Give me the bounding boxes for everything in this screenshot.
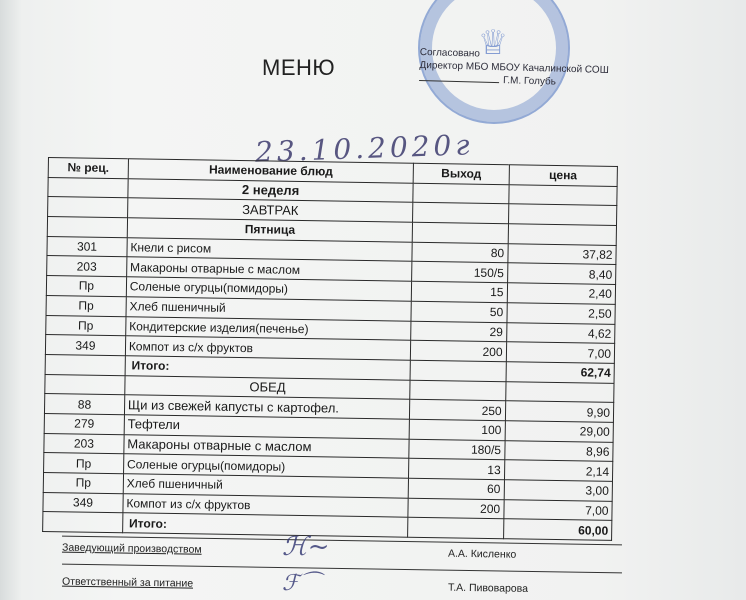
table-row: 203 Макароны отварные с маслом 180/5 8,96 bbox=[44, 433, 613, 462]
production-signature-icon: ℋ~ bbox=[282, 532, 330, 562]
table-row: 203 Макароны отварные с маслом 150/5 8,40 bbox=[47, 256, 616, 285]
lunch-total-value: 60,00 bbox=[503, 519, 612, 540]
week-label: 2 неделя bbox=[128, 178, 414, 202]
table-row: 349 Компот из с/х фруктов 200 7,00 bbox=[43, 492, 612, 521]
table-row: Пр Соленые огурцы(помидоры) 15 2,40 bbox=[46, 276, 615, 305]
approval-line-2: Директор МБО МБОУ Качалинской СОШ bbox=[419, 59, 609, 76]
nutrition-name: Т.А. Пивоварова bbox=[447, 581, 529, 595]
table-row: Пр Соленые огурцы(помидоры) 13 2,14 bbox=[44, 453, 613, 482]
lunch-total-label: Итого: bbox=[122, 513, 408, 537]
table-row: 279 Тефтели 100 29,00 bbox=[44, 413, 613, 442]
menu-date: 23.10.2020г bbox=[254, 128, 474, 169]
nutrition-label: Ответственный за питание bbox=[61, 575, 194, 590]
table-row: 301 Кнели с рисом 80 37,82 bbox=[47, 236, 616, 265]
page-title: МЕНЮ bbox=[262, 55, 336, 80]
col-header-yield: Выход bbox=[413, 163, 509, 184]
production-name: А.А. Кисленко bbox=[447, 547, 517, 561]
approval-signature-line bbox=[419, 80, 499, 83]
col-header-recipe: № рец. bbox=[48, 158, 128, 179]
approval-block bbox=[419, 46, 609, 90]
approval-signer: Г.М. Голубь bbox=[502, 75, 557, 88]
table-row: Пр Хлеб пшеничный 50 2,50 bbox=[46, 295, 615, 324]
breakfast-total-label: Итого: bbox=[125, 356, 411, 380]
nutrition-signature-icon: ℱ⌒ bbox=[282, 571, 322, 596]
col-header-name: Наименование блюд bbox=[128, 159, 414, 183]
stamp-emblem-icon: ♕ bbox=[477, 24, 509, 62]
col-header-price: цена bbox=[509, 165, 618, 186]
table-row: Пр Хлеб пшеничный 60 3,00 bbox=[43, 472, 612, 501]
day-label: Пятница bbox=[127, 218, 413, 242]
table-row: 88 Щи из свежей капусты с картофел. 250 9,90 bbox=[44, 394, 613, 423]
table-row: 349 Компот из с/х фруктов 200 7,00 bbox=[45, 335, 614, 364]
breakfast-label: ЗАВТРАК bbox=[127, 198, 413, 222]
breakfast-total-value: 62,74 bbox=[506, 362, 615, 383]
lunch-label: ОБЕД bbox=[125, 375, 411, 399]
approval-line-1: Согласовано bbox=[419, 46, 481, 60]
production-label: Заведующий производством bbox=[61, 541, 202, 556]
menu-table bbox=[42, 157, 618, 541]
table-row: Пр Кондитерские изделия(печенье) 29 4,62 bbox=[46, 315, 615, 344]
